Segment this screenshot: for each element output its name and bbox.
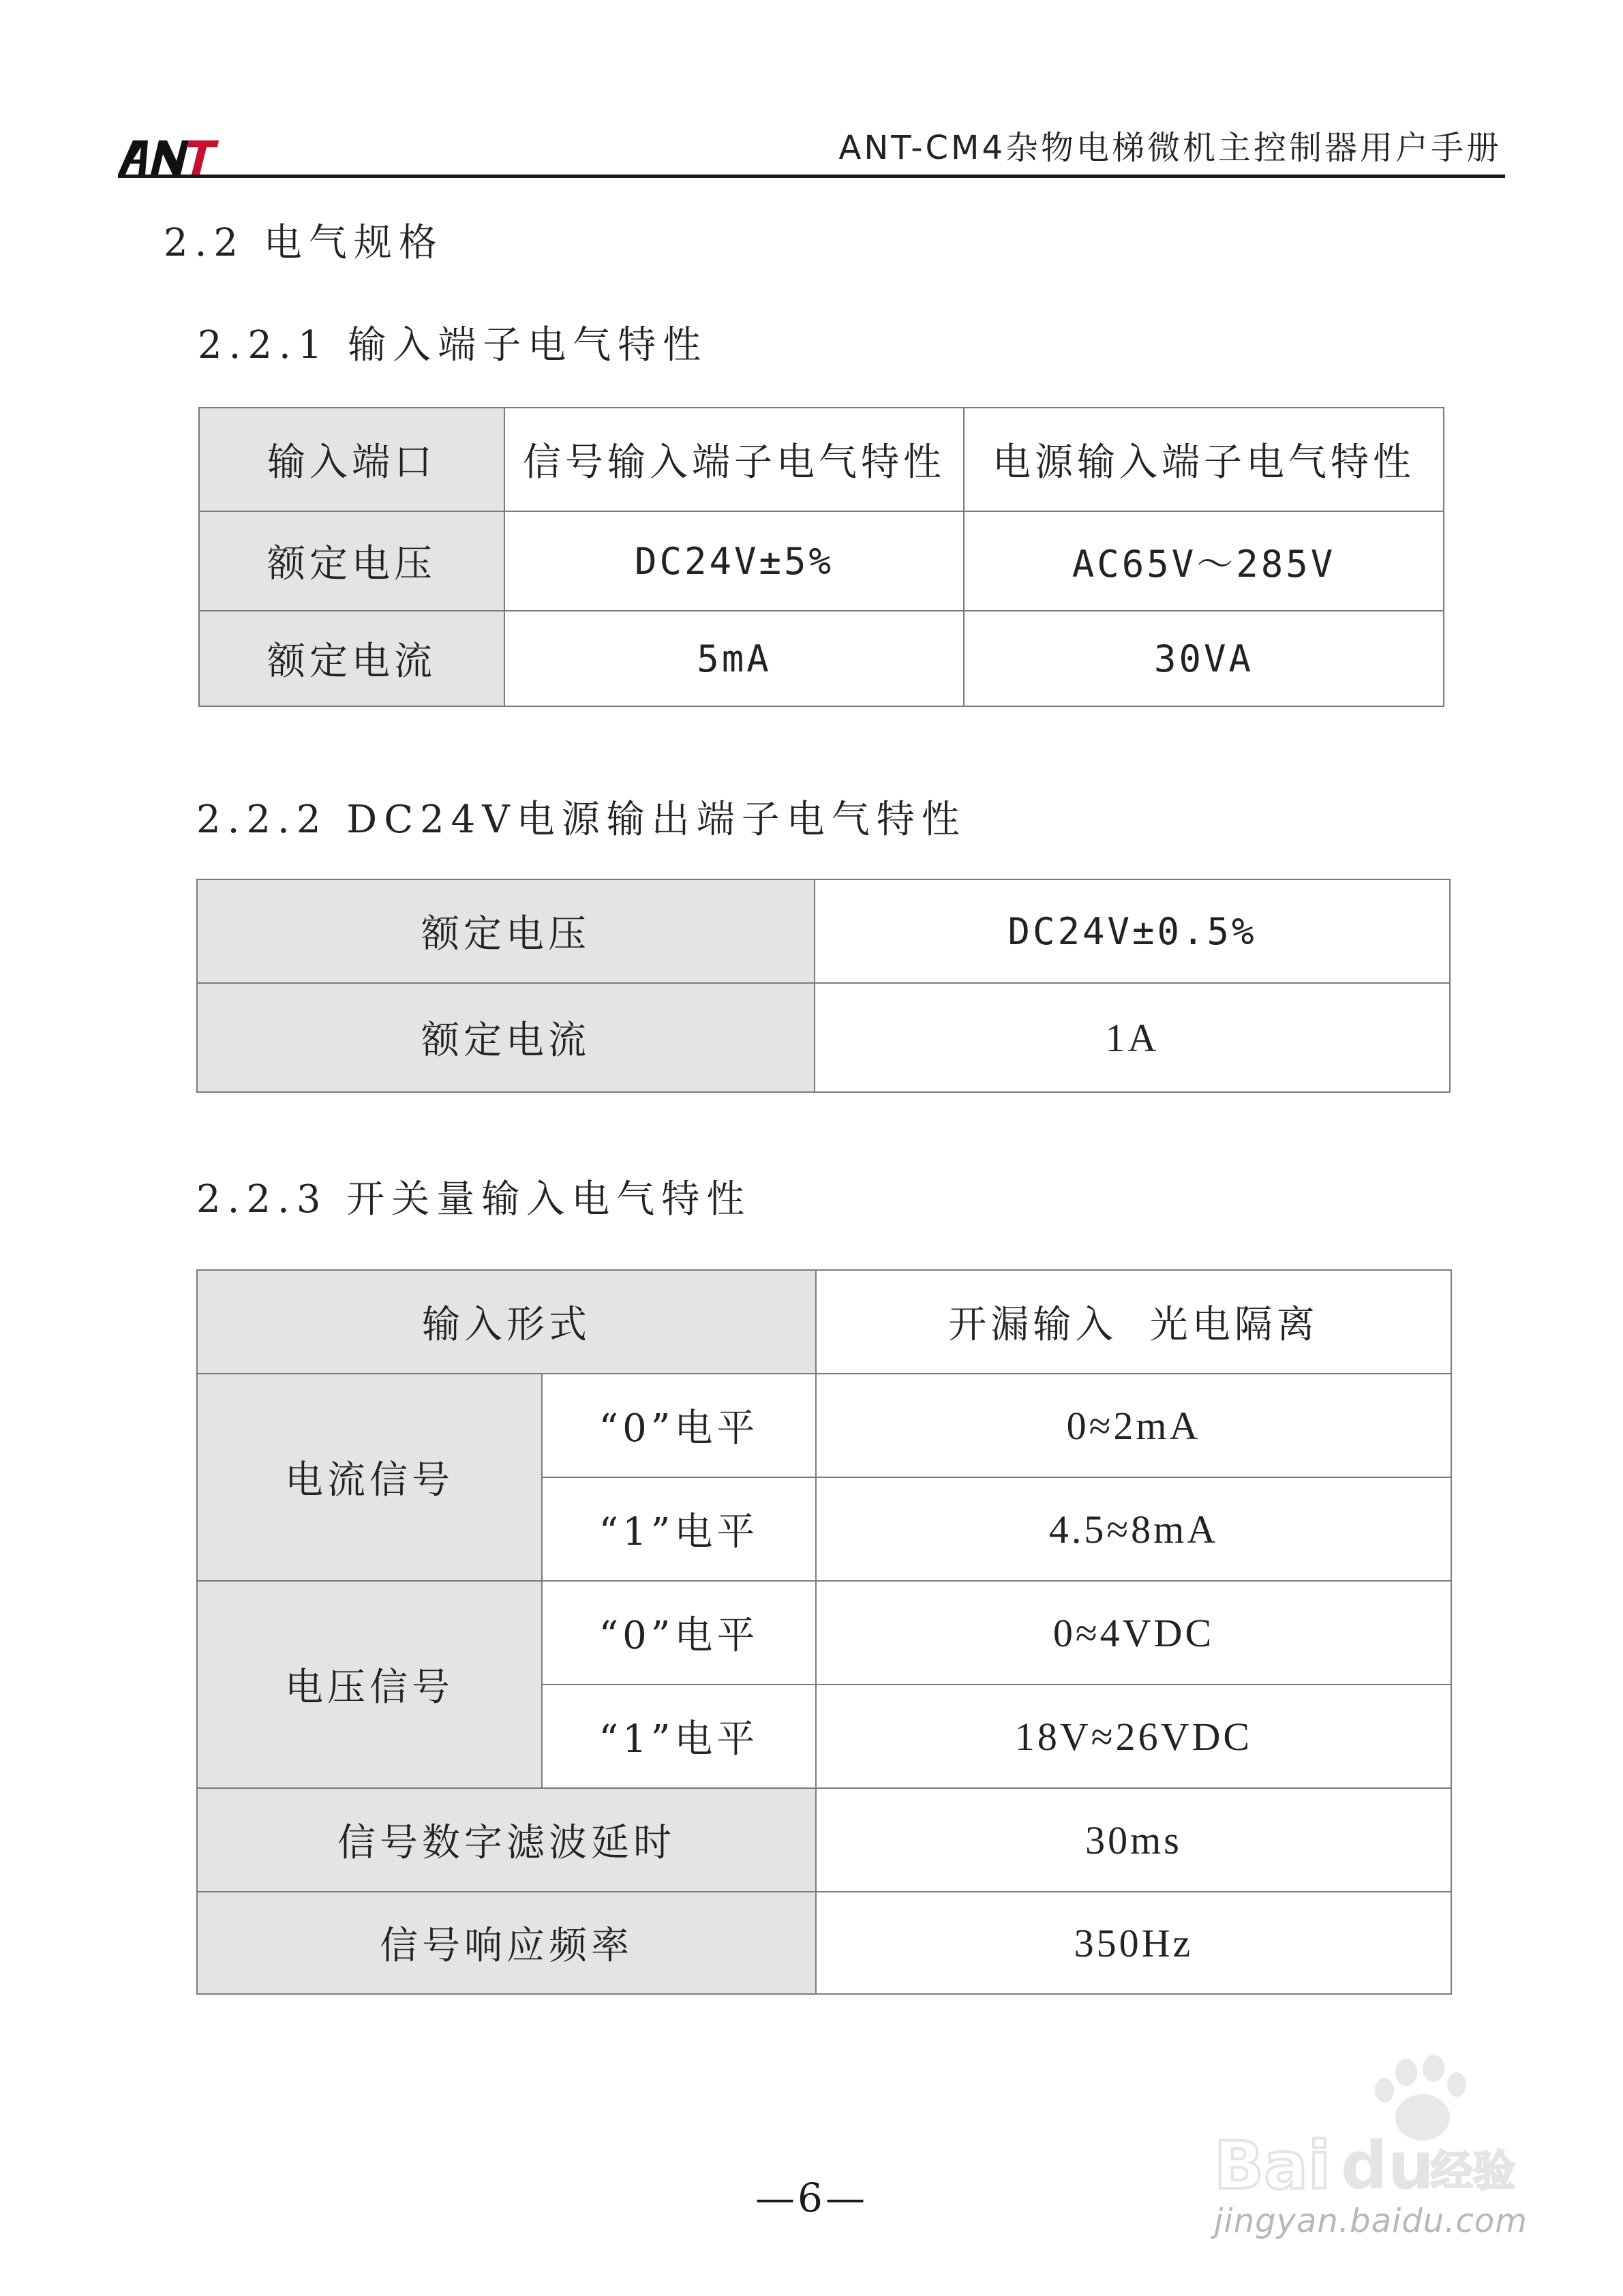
row-label: 信号响应频率 [197, 1892, 816, 1994]
row-value: 1A [815, 983, 1450, 1092]
table-row [197, 1374, 1451, 1477]
row-label: 额定电压 [199, 511, 504, 611]
column-header: 电源输入端子电气特性 [964, 408, 1444, 511]
power-value: AC65V～285V [964, 511, 1444, 611]
current-signal-label: 电流信号 [197, 1374, 542, 1581]
voltage-signal-label: 电压信号 [197, 1581, 542, 1788]
level-value: 18V≈26VDC [816, 1685, 1451, 1788]
svg-text:Bai: Bai [1214, 2128, 1331, 2204]
signal-value: DC24V±5% [504, 511, 964, 611]
level-label: “1”电平 [542, 1685, 816, 1788]
level-value: 0≈4VDC [816, 1581, 1451, 1685]
column-header: 信号输入端子电气特性 [504, 408, 964, 511]
table-row [197, 1581, 1451, 1685]
row-label: 额定电压 [197, 879, 815, 983]
table-row [197, 1892, 1451, 1994]
power-value: 30VA [964, 611, 1444, 706]
section-heading: 2.2 电气规格 [164, 221, 444, 265]
header-rule [118, 175, 1505, 178]
switch-input-table [196, 1269, 1452, 1995]
switch-input-heading: 2.2.3 开关量输入电气特性 [196, 1177, 752, 1222]
table-row [199, 611, 1444, 706]
row-value: 30ms [816, 1788, 1451, 1892]
table-header-row [199, 408, 1444, 511]
table-row [197, 879, 1450, 983]
row-value: 开漏输入 光电隔离 [816, 1270, 1451, 1374]
row-label: 输入形式 [197, 1270, 816, 1374]
dc-output-heading: 2.2.2 DC24V电源输出端子电气特性 [196, 798, 967, 842]
table-row [197, 983, 1450, 1092]
input-terminal-heading: 2.2.1 输入端子电气特性 [198, 323, 708, 367]
level-label: “1”电平 [542, 1477, 816, 1581]
input-terminal-table [198, 407, 1444, 707]
table-row [197, 1270, 1451, 1374]
page-number: —6— [755, 2175, 868, 2221]
svg-text:du: du [1341, 2128, 1435, 2204]
ant-logo [118, 136, 219, 175]
signal-value: 5mA [504, 611, 964, 706]
baidu-watermark [1214, 2052, 1528, 2216]
level-value: 0≈2mA [816, 1374, 1451, 1477]
column-header: 输入端口 [199, 408, 504, 511]
row-value: 350Hz [816, 1892, 1451, 1994]
svg-text:经验: 经验 [1431, 2146, 1516, 2196]
level-value: 4.5≈8mA [816, 1477, 1451, 1581]
dc-output-table [196, 879, 1451, 1093]
document-title: ANT-CM4杂物电梯微机主控制器用户手册 [838, 129, 1502, 167]
row-label: 信号数字滤波延时 [197, 1788, 816, 1892]
watermark-url: jingyan.baidu.com [1214, 2202, 1528, 2240]
level-label: “0”电平 [542, 1374, 816, 1477]
row-value: DC24V±0.5% [815, 879, 1450, 983]
row-label: 额定电流 [197, 983, 815, 1092]
table-row [199, 511, 1444, 611]
table-row [197, 1788, 1451, 1892]
row-label: 额定电流 [199, 611, 504, 706]
level-label: “0”电平 [542, 1581, 816, 1685]
